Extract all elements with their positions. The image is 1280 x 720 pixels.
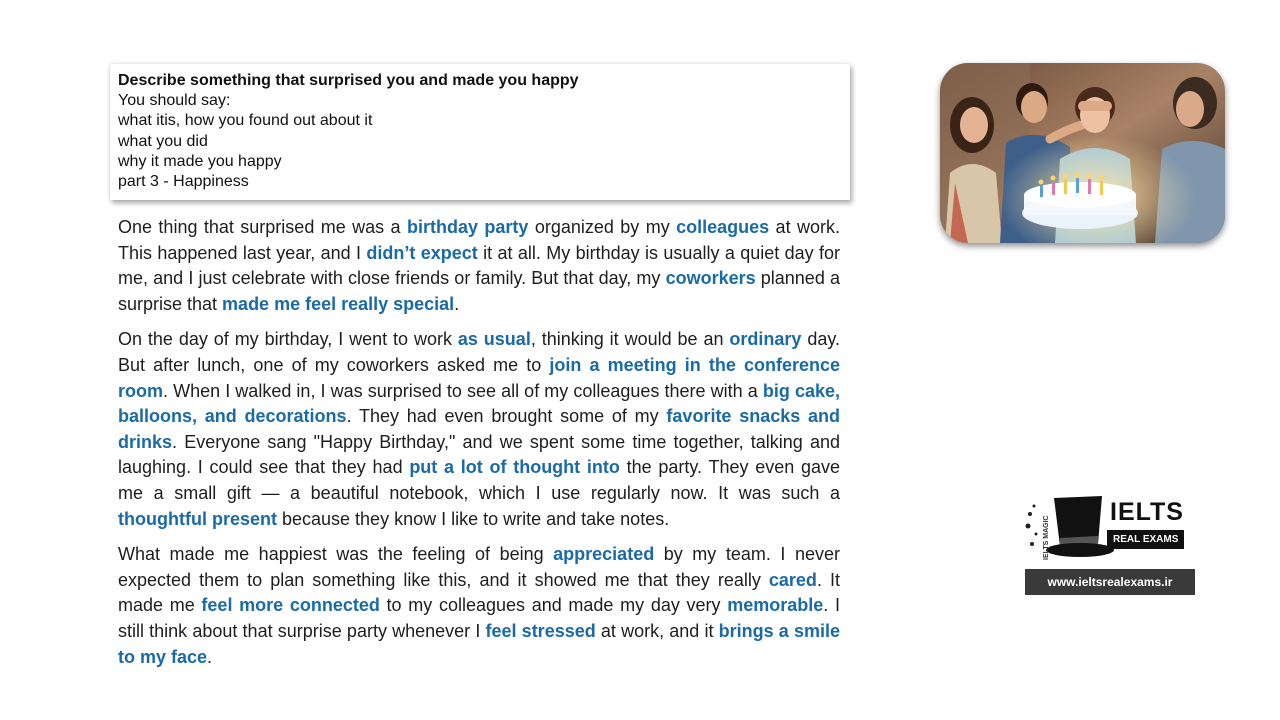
- essay-text: because they know I like to write and take notes.: [276, 508, 670, 529]
- essay-text: by my team. I never expected them to plan something like this, and it showed me that they really: [118, 544, 840, 590]
- essay-paragraph: [118, 327, 840, 532]
- highlighted-phrase: birthday party: [406, 217, 529, 237]
- essay-paragraph: [118, 215, 840, 317]
- photo-illustration: [940, 63, 1225, 243]
- highlighted-phrase: join a meeting in the conference room: [118, 354, 840, 401]
- essay-text: planned a surprise that: [118, 268, 840, 314]
- essay-text: day. But after lunch, one of my coworkers asked me to: [118, 329, 841, 375]
- essay-text: .: [207, 646, 213, 667]
- prompt-line: why it made you happy: [118, 152, 282, 170]
- highlighted-phrase: didn’t expect: [366, 242, 478, 263]
- essay-text: One thing that surprised me was a: [118, 217, 407, 237]
- highlighted-phrase: appreciated: [553, 544, 655, 565]
- essay-text: it at all. My birthday is usually a quiet day for me, and I just celebrate with close friends or family. But that day, my: [118, 242, 841, 289]
- essay-text: . I still think about that surprise party whenever I: [118, 595, 840, 641]
- highlighted-phrase: thoughtful present: [118, 508, 277, 529]
- highlighted-phrase: cared: [768, 569, 817, 590]
- highlighted-phrase: feel more connected: [201, 595, 380, 616]
- essay-text: . Everyone sang "Happy Birthday," and we spent some time together, talking and laughing. I could see that they had: [118, 431, 840, 478]
- highlighted-phrase: put a lot of thought into: [409, 457, 620, 478]
- essay-text: . They had even brought some of my: [346, 406, 667, 427]
- prompt-card: [110, 64, 850, 200]
- prompt-line: what you did: [118, 132, 208, 150]
- essay-text: at work, and it: [595, 620, 719, 641]
- essay-text: . It made me: [118, 569, 840, 616]
- logo-brand: IELTS: [1110, 498, 1184, 526]
- highlighted-phrase: memorable: [727, 595, 824, 616]
- highlighted-phrase: feel stressed: [485, 620, 596, 641]
- essay-text: On the day of my birthday, I went to work: [118, 329, 458, 350]
- essay-text: the party. They even gave me a small gift — a beautiful notebook, which I use regularly now. It was such a: [118, 457, 840, 503]
- logo-tagline: REAL EXAMS: [1107, 530, 1184, 549]
- essay-text: .: [454, 293, 460, 314]
- prompt-line: part 3 - Happiness: [118, 173, 249, 191]
- highlighted-phrase: big cake, balloons, and decorations: [118, 380, 840, 427]
- highlighted-phrase: as usual: [457, 329, 531, 350]
- highlighted-phrase: favorite snacks and drinks: [118, 406, 841, 452]
- essay-text: to my colleagues and made my day very: [379, 595, 728, 616]
- prompt-line: what itis, how you found out about it: [118, 112, 373, 130]
- essay-body: [118, 215, 840, 680]
- highlighted-phrase: brings a smile to my face: [118, 620, 840, 667]
- essay-text: organized by my: [528, 217, 677, 237]
- prompt-line: You should say:: [118, 92, 231, 110]
- top-hat-icon: [1024, 492, 1114, 562]
- birthday-party-photo: [940, 63, 1225, 243]
- essay-text: What made me happiest was the feeling of being: [118, 544, 554, 565]
- prompt-title: Describe something that surprised you and made you happy: [118, 72, 579, 89]
- highlighted-phrase: colleagues: [676, 217, 770, 237]
- highlighted-phrase: ordinary: [729, 329, 802, 350]
- highlighted-phrase: coworkers: [665, 268, 756, 289]
- essay-text: at work. This happened last year, and I: [118, 217, 840, 263]
- logo-side-text: IELTS MAGIC: [1043, 515, 1050, 560]
- website-link[interactable]: www.ieltsrealexams.ir: [1025, 569, 1195, 595]
- essay-text: , thinking it would be an: [530, 329, 730, 350]
- essay-text: . When I walked in, I was surprised to see all of my colleagues there with a: [163, 380, 763, 401]
- highlighted-phrase: made me feel really special: [222, 293, 455, 314]
- essay-paragraph: [118, 542, 840, 670]
